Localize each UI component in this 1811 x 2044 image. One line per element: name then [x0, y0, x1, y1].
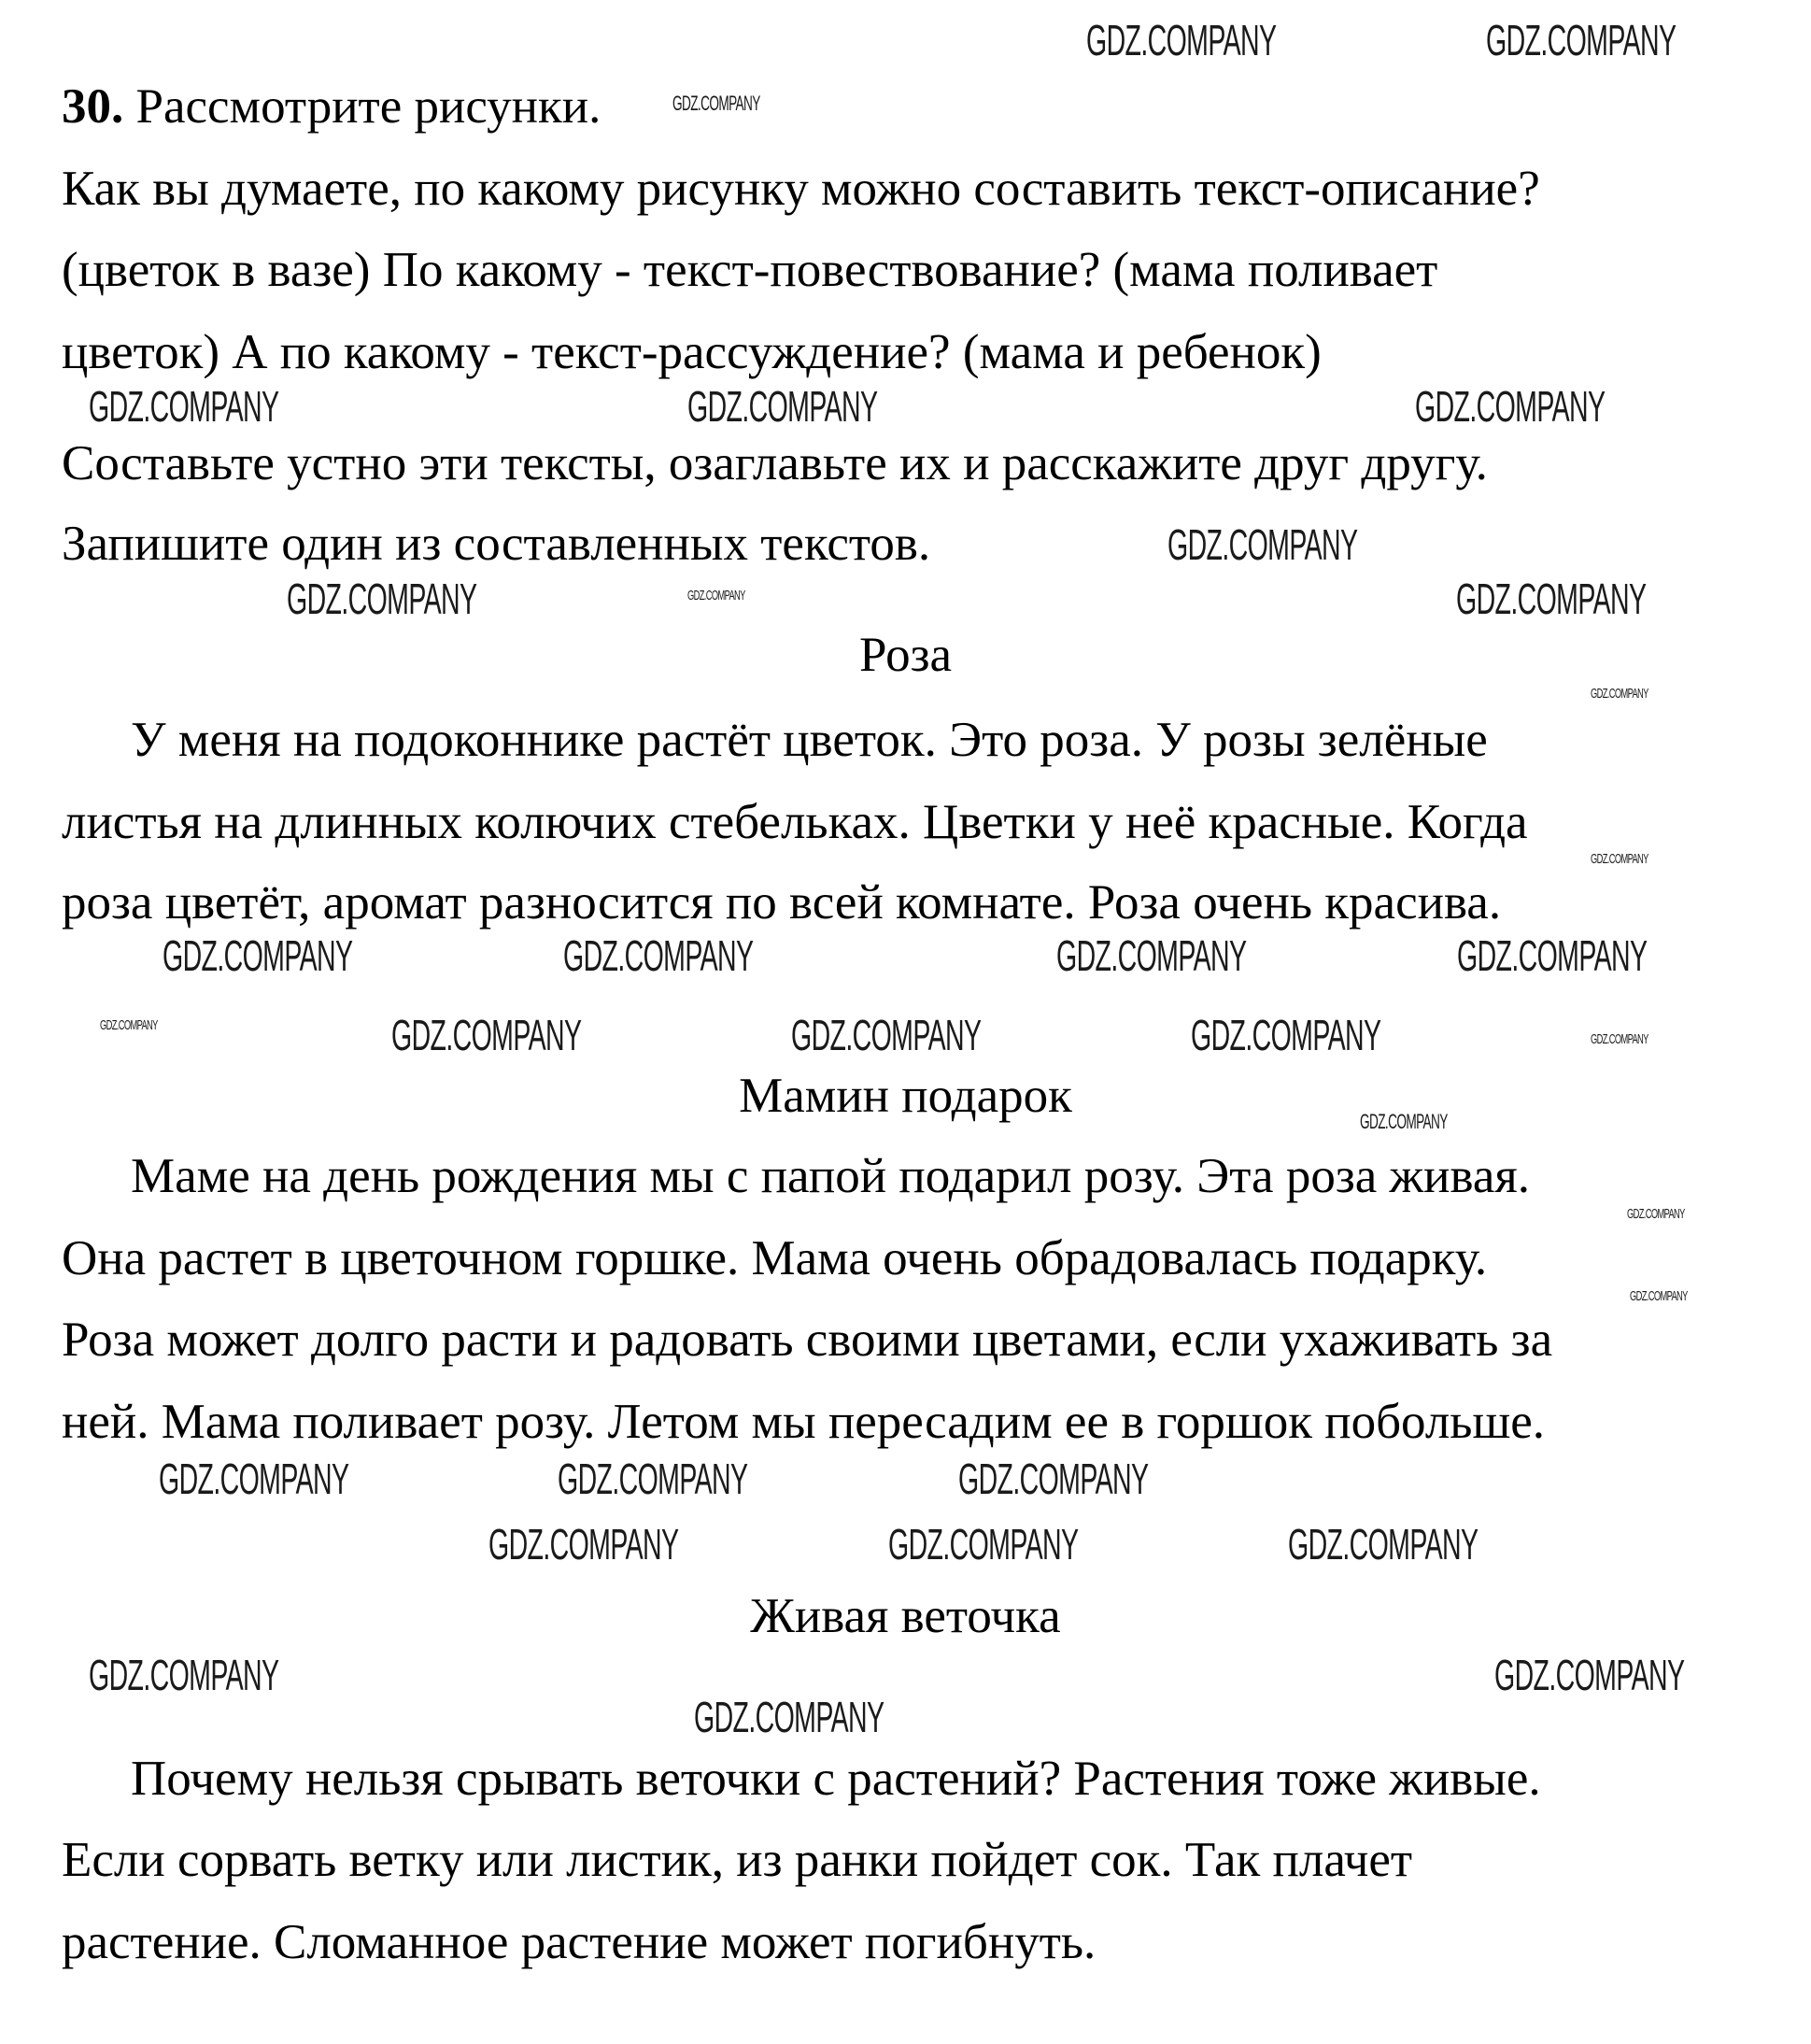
watermark: GDZ.COMPANY	[1494, 1651, 1685, 1699]
text-line: У меня на подоконнике растёт цветок. Это роза. У розы зелёные	[131, 713, 1488, 767]
watermark: GDZ.COMPANY	[672, 92, 760, 115]
text-title: Живая веточка	[750, 1589, 1061, 1643]
watermark: GDZ.COMPANY	[89, 1651, 279, 1699]
task-line-3: (цветок в вазе) По какому - текст-повествование? (мама поливает	[62, 243, 1438, 297]
watermark: GDZ.COMPANY	[1627, 1206, 1685, 1222]
watermark: GDZ.COMPANY	[89, 382, 279, 431]
watermark: GDZ.COMPANY	[558, 1455, 748, 1503]
watermark: GDZ.COMPANY	[1191, 1011, 1381, 1059]
task-line-4: цветок) А по какому - текст-рассуждение? (мама и ребенок)	[62, 325, 1322, 379]
task-number: 30.	[62, 79, 124, 134]
watermark: GDZ.COMPANY	[1288, 1520, 1479, 1568]
watermark: GDZ.COMPANY	[1415, 382, 1606, 431]
text-line: Если сорвать ветку или листик, из ранки пойдет сок. Так плачет	[62, 1833, 1413, 1887]
watermark: GDZ.COMPANY	[958, 1455, 1149, 1503]
text-line: Роза может долго расти и радовать своими цветами, если ухаживать за	[62, 1313, 1553, 1367]
watermark: GDZ.COMPANY	[687, 588, 745, 603]
watermark: GDZ.COMPANY	[1360, 1110, 1448, 1133]
watermark: GDZ.COMPANY	[1167, 520, 1358, 569]
watermark: GDZ.COMPANY	[1457, 931, 1648, 980]
text-line: листья на длинных колючих стебельках. Цветки у неё красные. Когда	[62, 795, 1528, 849]
watermark: GDZ.COMPANY	[1591, 1031, 1648, 1047]
watermark: GDZ.COMPANY	[1056, 931, 1247, 980]
watermark: GDZ.COMPANY	[1630, 1288, 1688, 1304]
watermark: GDZ.COMPANY	[1086, 16, 1277, 64]
watermark: GDZ.COMPANY	[100, 1017, 158, 1033]
task-line-6: Запишите один из составленных текстов.	[62, 517, 931, 571]
watermark: GDZ.COMPANY	[163, 931, 353, 980]
watermark: GDZ.COMPANY	[888, 1520, 1079, 1568]
watermark: GDZ.COMPANY	[1486, 16, 1677, 64]
watermark: GDZ.COMPANY	[159, 1455, 349, 1503]
text-title: Мамин подарок	[739, 1069, 1072, 1123]
text-line: Она растет в цветочном горшке. Мама очень обрадовалась подарку.	[62, 1231, 1488, 1285]
watermark: GDZ.COMPANY	[287, 575, 477, 623]
task-line-1	[62, 79, 601, 134]
watermark: GDZ.COMPANY	[391, 1011, 582, 1059]
watermark: GDZ.COMPANY	[1591, 686, 1648, 702]
text-line: Маме на день рождения мы с папой подарил розу. Эта роза живая.	[131, 1149, 1531, 1203]
task-line-2: Как вы думаете, по какому рисунку можно составить текст-описание?	[62, 162, 1540, 216]
watermark: GDZ.COMPANY	[694, 1693, 884, 1741]
text-line: Почему нельзя срывать веточки с растений? Растения тоже живые.	[131, 1752, 1541, 1806]
task-text: Рассмотрите рисунки.	[135, 79, 601, 134]
text-line: ней. Мама поливает розу. Летом мы пересадим ее в горшок побольше.	[62, 1395, 1546, 1449]
watermark: GDZ.COMPANY	[1591, 851, 1648, 867]
watermark: GDZ.COMPANY	[1456, 575, 1647, 623]
task-line-5: Составьте устно эти тексты, озаглавьте их и расскажите друг другу.	[62, 436, 1488, 490]
watermark: GDZ.COMPANY	[791, 1011, 982, 1059]
text-line: роза цветёт, аромат разносится по всей комнате. Роза очень красива.	[62, 875, 1502, 930]
text-line: растение. Сломанное растение может погибнуть.	[62, 1915, 1097, 1969]
watermark: GDZ.COMPANY	[488, 1520, 679, 1568]
watermark: GDZ.COMPANY	[563, 931, 754, 980]
text-title: Роза	[858, 628, 953, 682]
watermark: GDZ.COMPANY	[687, 382, 878, 431]
